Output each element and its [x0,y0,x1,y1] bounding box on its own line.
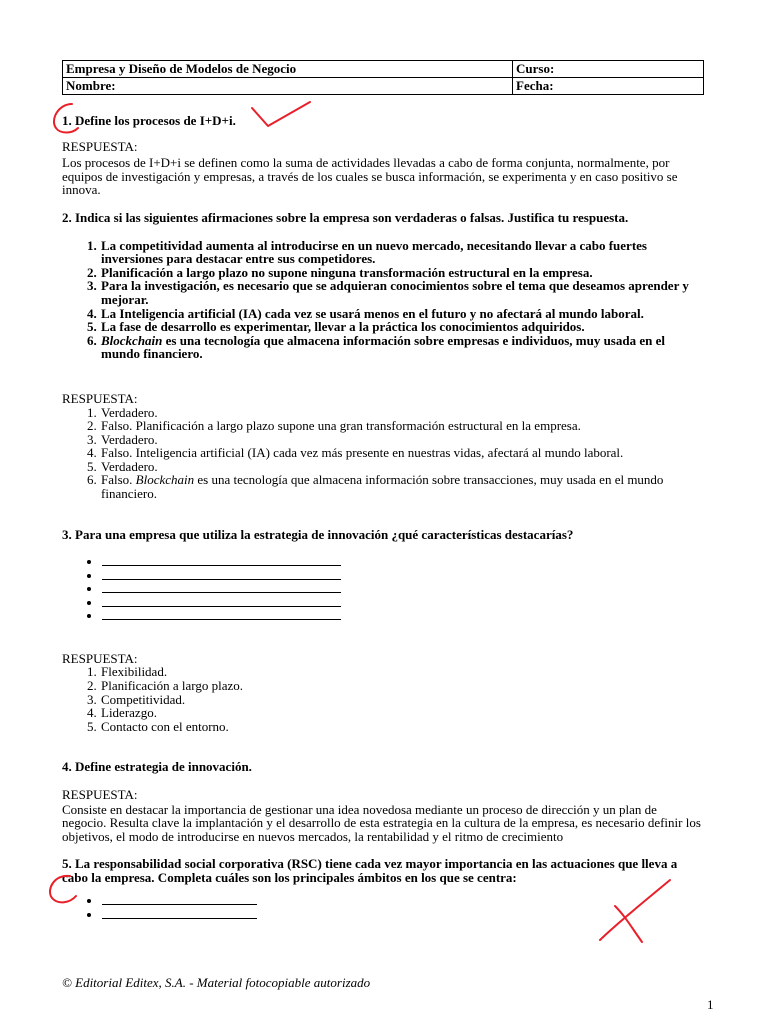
blank-line-item [102,569,704,583]
answer-item: 4. Liderazgo. [100,706,704,720]
answer-item: 5. Verdadero. [100,460,704,474]
answer-item: 2. Planificación a largo plazo. [100,679,704,693]
name-label: Nombre: [63,78,513,95]
question-3-title: 3. Para una empresa que utiliza la estrategia de innovación ¿qué características destacarías? [62,526,574,542]
blank-line-item [102,596,704,610]
question-2-answers [62,406,704,501]
question-2-title: 2. Indica si las siguientes afirmaciones sobre la empresa son verdaderas o falsas. Justifica tu respuesta. [62,209,629,225]
statement-item [100,334,704,361]
question-3-answers [62,665,704,733]
blank-line[interactable] [102,597,341,607]
question-1-title: 1. Define los procesos de I+D+i. [62,113,236,128]
answer-item: 4. Falso. Inteligencia artificial (IA) cada vez más presente en nuestras vidas, afectará al mundo laboral. [100,446,704,460]
statement-item: 5. La fase de desarrollo es experimentar, llevar a la práctica los conocimientos adquiridos. [100,320,704,334]
blank-line-item [102,894,704,908]
answer-6-prefix: Falso. [101,472,136,488]
answer-item: 2. Falso. Planificación a largo plazo supone una gran transformación estructural en la empresa. [100,419,704,433]
page-number: 1 [707,997,714,1012]
answer-item: 3. Competitividad. [100,693,704,707]
question-1-response-label: RESPUESTA: [62,138,138,154]
answer-item: 1. Flexibilidad. [100,665,704,679]
blank-line-item [102,555,704,569]
blank-line[interactable] [102,895,257,905]
question-2-statements [62,239,704,361]
blank-line[interactable] [102,583,341,593]
answer-item: 1. Verdadero. [100,406,704,420]
blank-line[interactable] [102,570,341,580]
header-table [62,60,704,95]
question-5-blank-lines [62,894,704,921]
blank-line[interactable] [102,909,257,919]
statement-item: 3. Para la investigación, es necesario que se adquieran conocimientos sobre el tema que deseamos aprender y mejorar. [100,279,704,306]
statement-6-italic: Blockchain [101,332,163,348]
blank-line[interactable] [102,610,341,620]
blank-line-item [102,908,704,922]
statement-item: 1. La competitividad aumenta al introducirse en un nuevo mercado, necesitando llevar a cabo fuertes inversiones para destacar entre sus competidores. [100,239,704,266]
statement-6-text: es una tecnología que almacena información sobre empresas e individuos, muy usada en el mundo financiero. [101,332,665,362]
question-5-title: 5. La responsabilidad social corporativa (RSC) tiene cada vez mayor importancia en las actuaciones que lleva a cabo la empresa. Completa cuáles son los principales ámbitos en los que se centra: [62,856,678,885]
subject-title: Empresa y Diseño de Modelos de Negocio [63,61,513,78]
question-1-answer: Los procesos de I+D+i se definen como la suma de actividades llevadas a cabo de forma conjunta, normalmente, por equipos de investigación y empresas, a través de los cuales se busca información, se experimenta y en caso positivo se innova. [62,155,678,198]
answer-6-italic: Blockchain [135,472,195,488]
statement-item: 4. La Inteligencia artificial (IA) cada vez se usará menos en el futuro y no afectará al mundo laboral. [100,307,704,321]
blank-line[interactable] [102,556,341,566]
question-2-response-label: RESPUESTA: [62,390,138,406]
footer-copyright: © Editorial Editex, S.A. - Material fotocopiable autorizado [62,975,371,990]
answer-6-text: es una tecnología que almacena información sobre transacciones, muy usada en el mundo financiero. [101,472,664,502]
answer-item [100,473,704,500]
question-4-answer: Consiste en destacar la importancia de gestionar una idea novedosa mediante un proceso de dirección y un plan de negocio. Resulta clave la implantación y el desarrollo de esta estrategia en la cultura de la empresa, es necesario definir los objetivos, el modo de introducirse en nuevos mercados, la rentabilidad y el ritmo de crecimiento [62,801,701,844]
question-3-response-label: RESPUESTA: [62,650,138,666]
answer-item: 5. Contacto con el entorno. [100,720,704,734]
statement-item: 2. Planificación a largo plazo no supone ninguna transformación estructural en la empresa. [100,266,704,280]
worksheet-content [62,60,704,921]
blank-line-item [102,609,704,623]
question-4-response-label: RESPUESTA: [62,786,138,802]
course-label: Curso: [513,61,704,78]
question-4-title: 4. Define estrategia de innovación. [62,759,252,775]
answer-item: 3. Verdadero. [100,433,704,447]
date-label: Fecha: [513,78,704,95]
blank-line-item [102,582,704,596]
question-3-blank-lines [62,555,704,623]
